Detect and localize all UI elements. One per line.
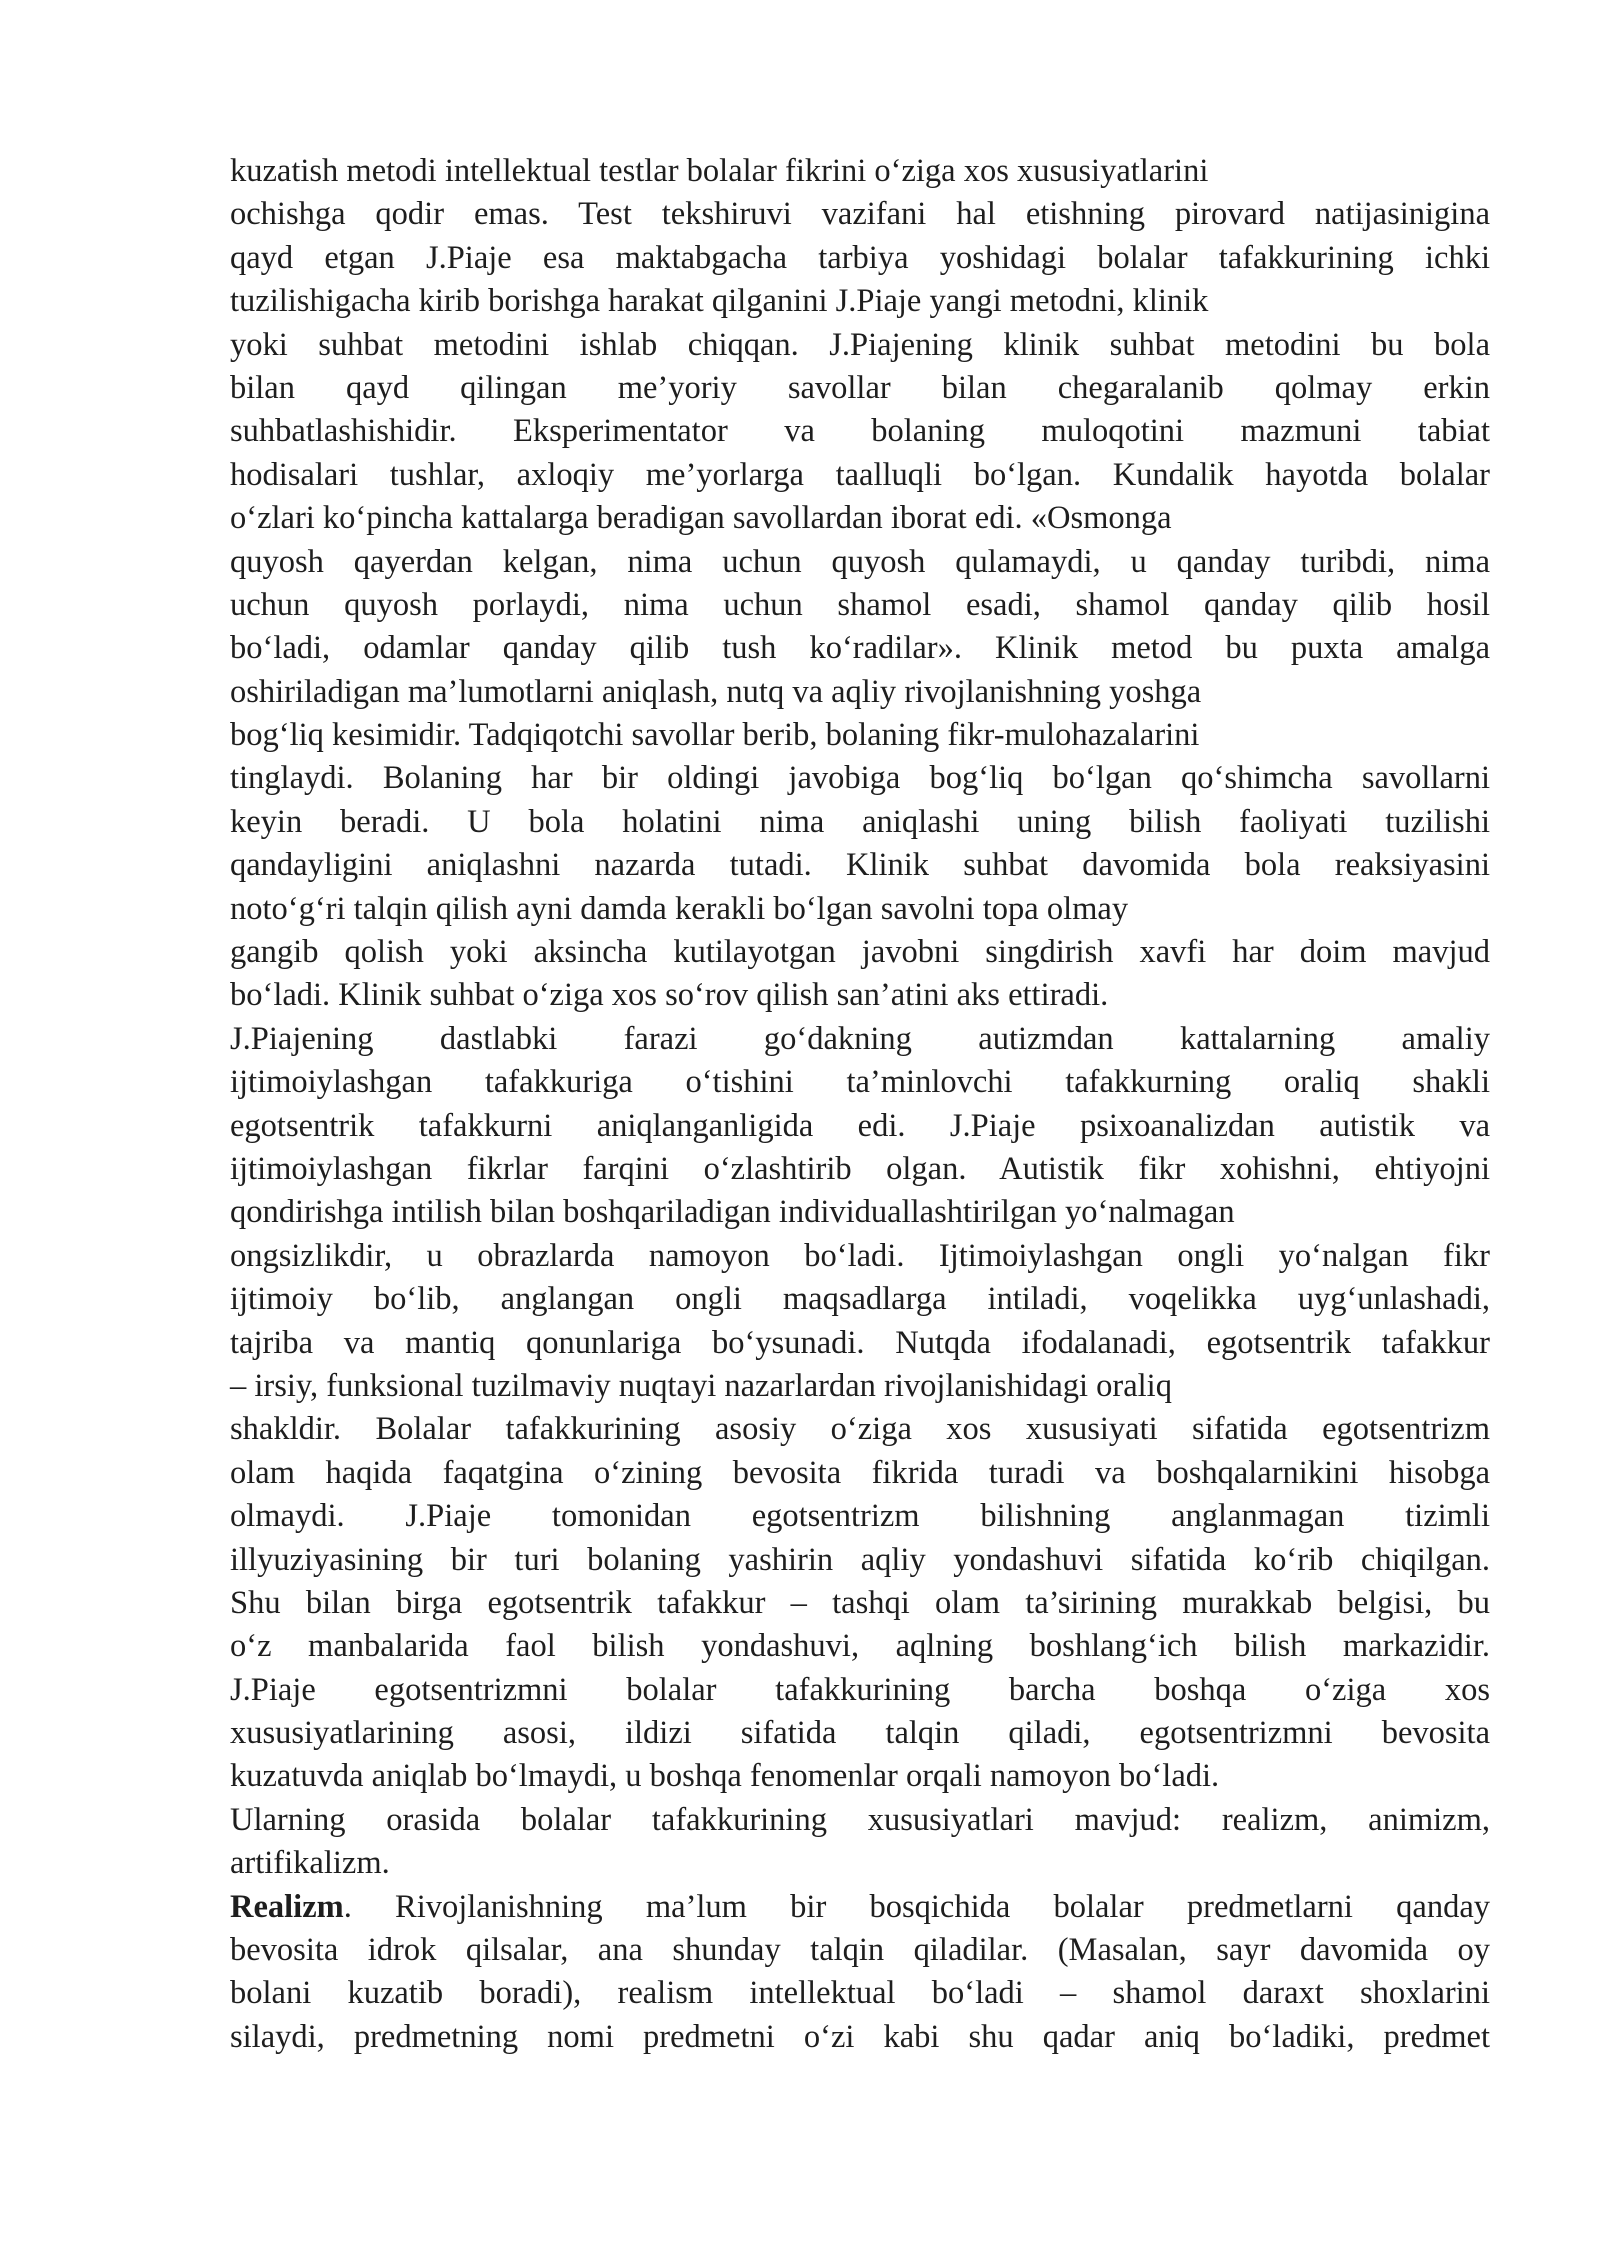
text-line: ijtimoiylashgan fikrlar farqini o‘zlashtirib olgan. Autistik fikr xohishni, ehtiyojni — [230, 1150, 1490, 1187]
text-line: bog‘liq kesimidir. Tadqiqotchi savollar berib, bolaning fikr-mulohazalarini — [230, 717, 1200, 754]
text-line: bolani kuzatib boradi), realism intellektual bo‘ladi – shamol daraxt shoxlarini — [230, 1975, 1490, 2012]
text-line: o‘zlari ko‘pincha kattalarga beradigan savollardan iborat edi. «Osmonga — [230, 500, 1172, 537]
text-line: olmaydi. J.Piaje tomonidan egotsentrizm bilishning anglanmagan tizimli — [230, 1498, 1490, 1535]
text-line: tajriba va mantiq qonunlariga bo‘ysunadi. Nutqda ifodalanadi, egotsentrik tafakkur — [230, 1324, 1490, 1361]
text-line: tuzilishigacha kirib borishga harakat qilganini J.Piaje yangi metodni, klinik — [230, 283, 1209, 320]
text-line: illyuziyasining bir turi bolaning yashirin aqliy yondashuvi sifatida ko‘rib chiqilgan. — [230, 1541, 1490, 1578]
text-line: oshiriladigan ma’lumotlarni aniqlash, nutq va aqliy rivojlanishning yoshga — [230, 673, 1202, 710]
text-line: kuzatish metodi intellektual testlar bolalar fikrini o‘ziga xos xususiyatlarini — [230, 153, 1209, 189]
text-line: shakldir. Bolalar tafakkurining asosiy o‘ziga xos xususiyati sifatida egotsentrizm — [230, 1411, 1490, 1448]
text-line: ijtimoiylashgan tafakkuriga o‘tishini ta’minlovchi tafakkurning oraliq shakli — [230, 1064, 1490, 1101]
line-text: . Rivojlanishning ma’lum bir bosqichida bolalar predmetlarni qanday — [343, 1888, 1490, 1925]
text-line: bevosita idrok qilsalar, ana shunday talqin qiladilar. (Masalan, sayr davomida oy — [230, 1932, 1490, 1969]
text-line: noto‘g‘ri talqin qilish ayni damda kerakli bo‘lgan savolni topa olmay — [230, 890, 1129, 927]
text-line: bo‘ladi. Klinik suhbat o‘ziga xos so‘rov qilish san’atini aks ettiradi. — [230, 977, 1109, 1014]
text-line: ongsizlikdir, u obrazlarda namoyon bo‘ladi. Ijtimoiylashgan ongli yo‘nalgan fikr — [230, 1237, 1490, 1274]
bold-term: Realizm — [230, 1888, 344, 1925]
text-line: suhbatlashishidir. Eksperimentator va bolaning muloqotini mazmuni tabiat — [230, 413, 1490, 450]
text-line: ijtimoiy bo‘lib, anglangan ongli maqsadlarga intiladi, voqelikka uyg‘unlashadi, — [230, 1281, 1490, 1318]
text-line: egotsentrik tafakkurni aniqlanganligida edi. J.Piaje psixoanalizdan autistik va — [230, 1107, 1490, 1144]
text-line: bilan qayd qilingan me’yoriy savollar bilan chegaralanib qolmay erkin — [230, 369, 1490, 406]
text-line: uchun quyosh porlaydi, nima uchun shamol esadi, shamol qanday qilib hosil — [230, 586, 1490, 623]
text-line: xususiyatlarining asosi, ildizi sifatida talqin qiladi, egotsentrizmni bevosita — [230, 1715, 1490, 1752]
text-line: yoki suhbat metodini ishlab chiqqan. J.Piajening klinik suhbat metodini bu bola — [230, 326, 1490, 363]
text-line: kuzatuvda aniqlab bo‘lmaydi, u boshqa fenomenlar orqali namoyon bo‘ladi. — [230, 1758, 1220, 1795]
text-line — [230, 1886, 1490, 1929]
text-line: silaydi, predmetning nomi predmetni o‘zi kabi shu qadar aniq bo‘ladiki, predmet — [230, 2018, 1490, 2055]
text-line: qandayligini aniqlashni nazarda tutadi. Klinik suhbat davomida bola reaksiyasini — [230, 847, 1490, 884]
text-line: tinglaydi. Bolaning har bir oldingi javobiga bog‘liq bo‘lgan qo‘shimcha savollarni — [230, 760, 1490, 797]
text-line: ochishga qodir emas. Test tekshiruvi vazifani hal etishning pirovard natijasinigina — [230, 196, 1490, 233]
text-line: gangib qolish yoki aksincha kutilayotgan javobni singdirish xavfi har doim mavjud — [230, 934, 1490, 971]
text-line: hodisalari tushlar, axloqiy me’yorlarga taalluqli bo‘lgan. Kundalik hayotda bolalar — [230, 456, 1490, 493]
text-line: keyin beradi. U bola holatini nima aniqlashi uning bilish faoliyati tuzilishi — [230, 803, 1490, 840]
text-line: quyosh qayerdan kelgan, nima uchun quyosh qulamaydi, u qanday turibdi, nima — [230, 543, 1490, 580]
text-line: J.Piaje egotsentrizmni bolalar tafakkurining barcha boshqa o‘ziga xos — [230, 1671, 1490, 1708]
text-line: artifikalizm. — [230, 1845, 390, 1882]
text-line: olam haqida faqatgina o‘zining bevosita fikrida turadi va boshqalarnikini hisobga — [230, 1454, 1490, 1491]
text-line: – irsiy, funksional tuzilmaviy nuqtayi nazarlardan rivojlanishidagi oraliq — [230, 1367, 1172, 1404]
text-line: Shu bilan birga egotsentrik tafakkur – tashqi olam ta’sirining murakkab belgisi, bu — [230, 1584, 1490, 1621]
text-line: qayd etgan J.Piaje esa maktabgacha tarbiya yoshidagi bolalar tafakkurining ichki — [230, 239, 1490, 276]
text-line: bo‘ladi, odamlar qanday qilib tush ko‘radilar». Klinik metod bu puxta amalga — [230, 630, 1490, 667]
text-line: J.Piajening dastlabki farazi go‘dakning autizmdan kattalarning amaliy — [230, 1020, 1490, 1057]
text-line: Ularning orasida bolalar tafakkurining xususiyatlari mavjud: realizm, animizm, — [230, 1801, 1490, 1838]
text-line: o‘z manbalarida faol bilish yondashuvi, aqlning boshlang‘ich bilish markazidir. — [230, 1628, 1490, 1665]
text-line: qondirishga intilish bilan boshqariladigan individuallashtirilgan yo‘nalmagan — [230, 1194, 1235, 1231]
body-text — [230, 150, 1490, 2059]
